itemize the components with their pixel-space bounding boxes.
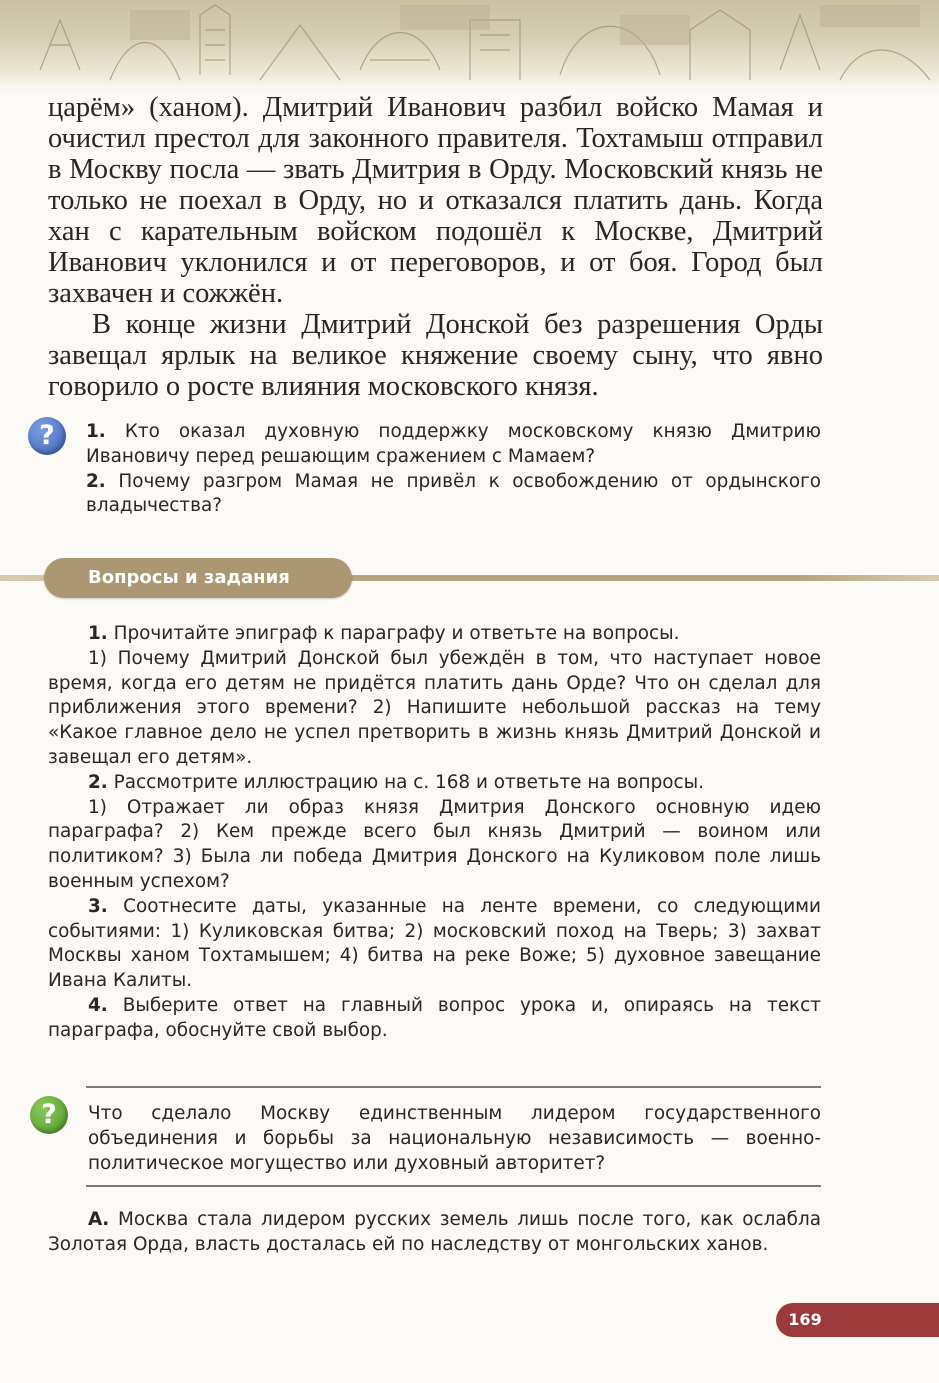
answer-option-a — [48, 1208, 821, 1258]
margin-question-2-number: 2. — [86, 470, 106, 492]
main-text — [48, 92, 823, 402]
page-number-tab — [776, 1303, 939, 1337]
task-2-body: 1) Отражает ли образ князя Дмитрия Донского основную идею параграфа? 2) Кем прежде всего был князь Дмитрий — воином или политиком? 3) Была ли победа Дмитрия Донского на Куликовом поле лишь военным успехом? — [48, 796, 821, 892]
task-2 — [48, 771, 821, 796]
task-2-text: Рассмотрите иллюстрацию на с. 168 и ответьте на вопросы. — [113, 771, 704, 793]
task-4-text: Выберите ответ на главный вопрос урока и, опираясь на текст параграфа, обоснуйте свой выбор. — [48, 994, 821, 1041]
answer-option-a-label: А. — [88, 1209, 110, 1230]
answer-option-a-text: Москва стала лидером русских земель лишь после того, как ослабла Золотая Орда, власть досталась ей по наследству от монгольских ханов. — [48, 1209, 821, 1255]
tasks-block — [48, 622, 821, 1044]
task-4 — [48, 994, 821, 1044]
task-1 — [48, 622, 821, 647]
margin-question-1-number: 1. — [86, 421, 106, 442]
main-question-top-rule — [86, 1086, 821, 1088]
task-3-text: Соотнесите даты, указанные на ленте времени, со следующими событиями: 1) Куликовская битва; 2) московский поход на Тверь; 3) захват Москвы ханом Тохтамышем; 4) битва на реке Воже; 5) духовное завещание Ивана Калиты. — [48, 895, 821, 992]
task-2-number: 2. — [88, 771, 108, 793]
section-heading — [44, 558, 352, 598]
main-question-bottom-rule — [86, 1185, 821, 1187]
question-mark-icon: ? — [28, 417, 66, 455]
margin-question-1 — [86, 420, 821, 470]
task-1-body: 1) Почему Дмитрий Донской был убеждён в том, что наступает новое время, когда его детям не придётся платить дань Орде? Что он сделал для приближения этого времени? 2) Напишите небольшой рассказ на тему «Какое главное дело не успел претворить в жизнь князь Дмитрий Донской и завещал его детям». — [48, 647, 821, 768]
margin-question-2 — [86, 470, 821, 520]
main-question — [88, 1102, 821, 1176]
task-3 — [48, 895, 821, 994]
main-paragraph-1: царём» (ханом). Дмитрий Иванович разбил войско Мамая и очистил престол для законного правителя. Тохтамыш отправил в Москву посла — звать Дмитрия в Орду. Московский князь не только не поехал в Орду, но и отказался платить дань. Когда хан с карательным войском подошёл к Москве, Дмитрий Иванович уклонился и от переговоров, и от боя. Город был захвачен и сожжён. — [48, 92, 823, 309]
decorative-header-band — [0, 0, 939, 92]
main-paragraph-2: В конце жизни Дмитрий Донской без разрешения Орды завещал ярлык на великое княжение своему сыну, что явно говорило о росте влияния московского князя. — [48, 309, 823, 402]
task-3-number: 3. — [88, 895, 108, 917]
margin-question-1-text: Кто оказал духовную поддержку московскому князю Дмитрию Ивановичу перед решающим сражением с Мамаем? — [86, 421, 821, 467]
page-number: 169 — [788, 1310, 822, 1329]
main-question-text: Что сделало Москву единственным лидером государственного объединения и борьбы за национальную независимость — военно-политическое могущество или духовный авторитет? — [88, 1103, 821, 1174]
section-title: Вопросы и задания — [88, 567, 290, 588]
margin-questions — [86, 420, 821, 519]
margin-question-2-text: Почему разгром Мамая не привёл к освобождению от ордынского владычества? — [86, 470, 821, 517]
task-1-text: Прочитайте эпиграф к параграфу и ответьте на вопросы. — [113, 623, 680, 644]
answer-option-a-paragraph — [48, 1208, 821, 1258]
task-4-number: 4. — [88, 994, 108, 1016]
header-sketch-illustration — [0, 0, 939, 92]
question-mark-icon: ? — [30, 1096, 68, 1134]
task-1-number: 1. — [88, 623, 108, 644]
